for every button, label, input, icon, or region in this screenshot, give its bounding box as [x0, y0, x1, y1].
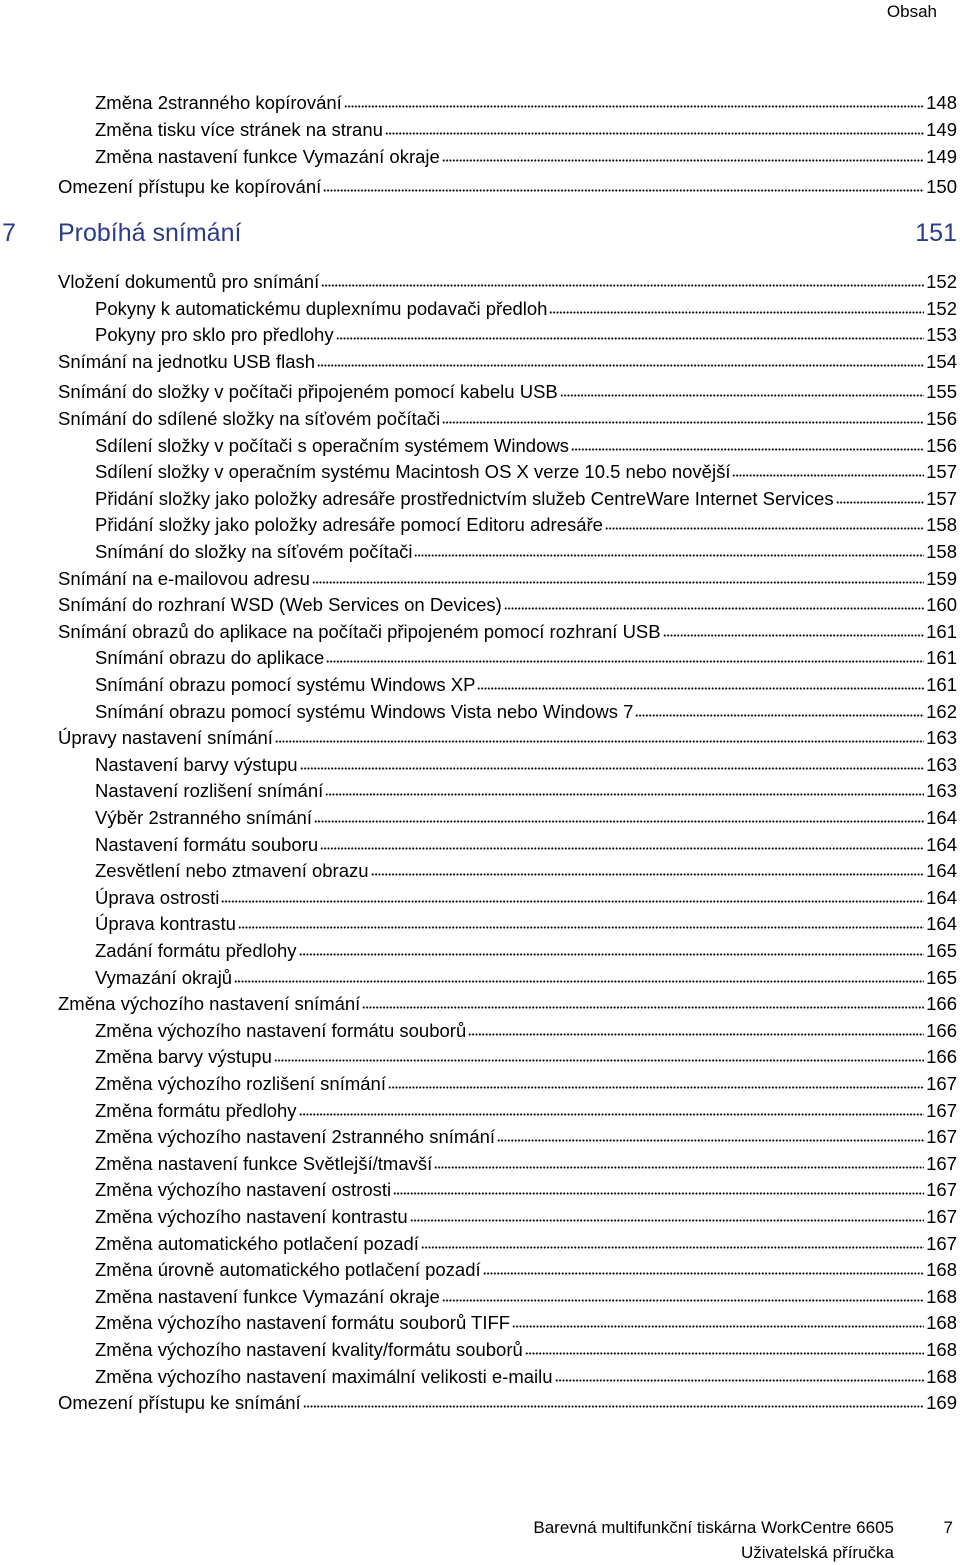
toc-entry-title: Přidání složky jako položky adresáře pomocí Editoru adresáře: [95, 514, 603, 535]
toc-dot-leader: [362, 1005, 924, 1010]
toc-entry-title: Nastavení rozlišení snímání: [95, 780, 324, 801]
toc-entry[interactable]: [95, 1338, 957, 1362]
toc-dot-leader: [234, 979, 924, 984]
toc-dot-leader: [410, 1218, 925, 1223]
toc-entry[interactable]: [95, 91, 957, 115]
toc-entry[interactable]: [95, 1019, 957, 1043]
toc-dot-leader: [836, 500, 925, 505]
toc-entry-page-number: 167: [926, 1126, 957, 1147]
toc-dot-leader: [393, 1191, 924, 1196]
toc-entry-page-number: 168: [926, 1366, 957, 1387]
toc-entry-title: Změna úrovně automatického potlačení pozadí: [95, 1259, 481, 1280]
toc-entry-page-number: 156: [926, 408, 957, 429]
toc-entry-title: Snímání obrazu pomocí systému Windows XP: [95, 674, 476, 695]
toc-entry-page-number: 155: [926, 381, 957, 402]
toc-entry-page-number: 167: [926, 1179, 957, 1200]
toc-dot-leader: [388, 1085, 924, 1090]
toc-entry[interactable]: [95, 779, 957, 803]
toc-entry[interactable]: [95, 118, 957, 142]
toc-entry-title: Přidání složky jako položky adresáře prostřednictvím služeb CentreWare Internet Services: [95, 488, 834, 509]
toc-entry[interactable]: [58, 175, 957, 199]
toc-entry-page-number: 168: [926, 1259, 957, 1280]
toc-dot-leader: [434, 1165, 924, 1170]
toc-dot-leader: [635, 713, 924, 718]
toc-entry-title: Změna výchozího nastavení kvality/formátu souborů: [95, 1339, 523, 1360]
toc-dot-leader: [555, 1378, 925, 1383]
toc-entry[interactable]: [95, 700, 957, 724]
toc-entry-title: Vložení dokumentů pro snímání: [58, 271, 320, 292]
toc-dot-leader: [549, 310, 924, 315]
toc-entry-page-number: 149: [926, 146, 957, 167]
toc-entry[interactable]: [95, 145, 957, 169]
toc-entry-title: Snímání obrazu pomocí systému Windows Vista nebo Windows 7: [95, 701, 634, 722]
toc-entry-page-number: 160: [926, 594, 957, 615]
toc-entry-title: Pokyny k automatickému duplexnímu podavači předloh: [95, 298, 548, 319]
toc-dot-leader: [221, 899, 924, 904]
toc-entry[interactable]: [95, 886, 957, 910]
toc-entry[interactable]: [58, 350, 957, 374]
toc-entry-title: Změna výchozího nastavení maximální velikosti e-mailu: [95, 1366, 553, 1387]
toc-entry-title: Snímání na e-mailovou adresu: [58, 568, 310, 589]
toc-entry[interactable]: [95, 1125, 957, 1149]
toc-entry[interactable]: [95, 912, 957, 936]
toc-entry-page-number: 166: [926, 1046, 957, 1067]
toc-entry-title: Snímání na jednotku USB flash: [58, 351, 316, 372]
toc-entry-page-number: 153: [926, 324, 957, 345]
toc-entry[interactable]: [58, 1391, 957, 1415]
toc-entry-page-number: 164: [926, 887, 957, 908]
toc-entry-title: Změna výchozího nastavení formátu souborů: [95, 1020, 467, 1041]
toc-entry-title: Snímání obrazu do aplikace: [95, 647, 325, 668]
toc-entry-page-number: 161: [926, 621, 957, 642]
toc-dot-leader: [385, 131, 924, 136]
toc-dot-leader: [442, 420, 924, 425]
toc-dot-leader: [326, 659, 924, 664]
toc-entry-page-number: 150: [926, 176, 957, 197]
toc-entry-title: Úprava kontrastu: [95, 913, 236, 934]
toc-entry[interactable]: [95, 1205, 957, 1229]
toc-dot-leader: [317, 363, 924, 368]
toc-dot-leader: [483, 1271, 924, 1276]
chapter-page-number: 151: [915, 219, 957, 247]
toc-entry-page-number: 162: [926, 701, 957, 722]
toc-entry-page-number: 166: [926, 993, 957, 1014]
toc-entry[interactable]: [95, 939, 957, 963]
toc-entry-page-number: 167: [926, 1233, 957, 1254]
toc-dot-leader: [321, 283, 924, 288]
toc-entry-page-number: 164: [926, 913, 957, 934]
toc-entry[interactable]: [58, 726, 957, 750]
footer-guide-name: Uživatelská příručka: [740, 1543, 894, 1562]
toc-entry[interactable]: [95, 1178, 957, 1202]
toc-entry[interactable]: [95, 297, 957, 321]
toc-entry-title: Omezení přístupu ke kopírování: [58, 176, 322, 197]
toc-entry-title: Změna výchozího rozlišení snímání: [95, 1073, 386, 1094]
toc-entry[interactable]: [95, 460, 957, 484]
toc-entry[interactable]: [58, 620, 957, 644]
toc-dot-leader: [525, 1351, 924, 1356]
footer-product-name: Barevná multifunkční tiskárna WorkCentre 6605: [533, 1518, 894, 1537]
toc-entry-page-number: 157: [926, 461, 957, 482]
toc-entry-page-number: 148: [926, 92, 957, 113]
toc-entry-title: Pokyny pro sklo pro předlohy: [95, 324, 334, 345]
toc-dot-leader: [497, 1138, 924, 1143]
toc-entry-title: Zesvětlení nebo ztmavení obrazu: [95, 860, 369, 881]
toc-entry-title: Nastavení barvy výstupu: [95, 754, 298, 775]
toc-entry[interactable]: [95, 833, 957, 857]
toc-entry-title: Změna tisku více stránek na stranu: [95, 119, 383, 140]
toc-entry-page-number: 164: [926, 807, 957, 828]
toc-entry-title: Změna výchozího nastavení snímání: [58, 993, 361, 1014]
toc-entry-page-number: 156: [926, 435, 957, 456]
toc-entry-title: Úpravy nastavení snímání: [58, 727, 273, 748]
toc-dot-leader: [275, 739, 924, 744]
toc-entry-title: Změna formátu předlohy: [95, 1100, 297, 1121]
toc-entry-title: Snímání do sdílené složky na síťovém počítači: [58, 408, 441, 429]
toc-dot-leader: [571, 447, 924, 452]
toc-entry-title: Zadání formátu předlohy: [95, 940, 297, 961]
toc-entry[interactable]: [95, 806, 957, 830]
toc-entry-title: Změna výchozího nastavení ostrosti: [95, 1179, 392, 1200]
toc-dot-leader: [238, 925, 924, 930]
toc-entry-page-number: 163: [926, 754, 957, 775]
toc-entry[interactable]: [95, 646, 957, 670]
chapter-title: Probíhá snímání: [58, 219, 242, 247]
toc-entry[interactable]: [95, 1311, 957, 1335]
toc-entry-title: Změna výchozího nastavení 2stranného snímání: [95, 1126, 496, 1147]
toc-dot-leader: [468, 1032, 924, 1037]
toc-entry-title: Změna automatického potlačení pozadí: [95, 1233, 419, 1254]
toc-entry-title: Úprava ostrosti: [95, 887, 220, 908]
toc-dot-leader: [336, 336, 925, 341]
toc-entry[interactable]: [95, 859, 957, 883]
toc-entry-title: Nastavení formátu souboru: [95, 834, 319, 855]
toc-entry-title: Vymazání okrajů: [95, 967, 233, 988]
toc-entry[interactable]: [95, 1258, 957, 1282]
toc-entry-page-number: 163: [926, 780, 957, 801]
toc-dot-leader: [344, 104, 924, 109]
toc-dot-leader: [325, 792, 924, 797]
toc-entry-title: Změna nastavení funkce Vymazání okraje: [95, 146, 440, 167]
toc-dot-leader: [299, 952, 925, 957]
toc-dot-leader: [414, 553, 924, 558]
toc-entry-title: Snímání obrazů do aplikace na počítači připojeném pomocí rozhraní USB: [58, 621, 661, 642]
toc-entry[interactable]: [58, 407, 957, 431]
toc-entry-page-number: 161: [926, 674, 957, 695]
toc-dot-leader: [421, 1245, 924, 1250]
header-title: Obsah: [886, 2, 937, 21]
toc-entry[interactable]: [58, 593, 957, 617]
toc-entry-page-number: 167: [926, 1100, 957, 1121]
toc-dot-leader: [320, 846, 924, 851]
toc-entry-page-number: 157: [926, 488, 957, 509]
toc-entry-page-number: 168: [926, 1339, 957, 1360]
toc-dot-leader: [299, 1112, 925, 1117]
toc-entry-title: Snímání do složky na síťovém počítači: [95, 541, 413, 562]
toc-entry[interactable]: [95, 1072, 957, 1096]
toc-entry[interactable]: [95, 1045, 957, 1069]
toc-entry-title: Sdílení složky v počítači s operačním systémem Windows: [95, 435, 569, 456]
toc-dot-leader: [477, 686, 924, 691]
toc-entry-page-number: 149: [926, 119, 957, 140]
toc-entry[interactable]: [58, 270, 957, 294]
toc-entry[interactable]: [95, 753, 957, 777]
toc-dot-leader: [371, 872, 925, 877]
toc-entry-title: Změna nastavení funkce Světlejší/tmavší: [95, 1153, 433, 1174]
toc-entry-title: Změna 2stranného kopírování: [95, 92, 342, 113]
toc-entry[interactable]: [95, 1365, 957, 1389]
toc-dot-leader: [605, 526, 924, 531]
toc-entry[interactable]: [95, 1099, 957, 1123]
toc-entry[interactable]: [95, 673, 957, 697]
toc-dot-leader: [300, 766, 925, 771]
toc-entry[interactable]: [58, 567, 957, 591]
toc-entry-title: Výběr 2stranného snímání: [95, 807, 312, 828]
toc-entry[interactable]: [95, 434, 957, 458]
toc-entry-title: Sdílení složky v operačním systému Macintosh OS X verze 10.5 nebo novější: [95, 461, 731, 482]
toc-entry[interactable]: [95, 323, 957, 347]
footer: [533, 1515, 894, 1565]
toc-entry-title: Změna nastavení funkce Vymazání okraje: [95, 1286, 440, 1307]
toc-entry-title: Snímání do rozhraní WSD (Web Services on Devices): [58, 594, 502, 615]
toc-entry[interactable]: [58, 380, 957, 404]
chapter-heading[interactable]: [0, 216, 957, 250]
toc-entry-page-number: 158: [926, 514, 957, 535]
toc-dot-leader: [504, 606, 924, 611]
toc-entry-page-number: 164: [926, 860, 957, 881]
footer-page-number: 7: [943, 1518, 953, 1537]
toc-dot-leader: [442, 1298, 924, 1303]
toc-entry-page-number: 168: [926, 1286, 957, 1307]
toc-entry-page-number: 165: [926, 940, 957, 961]
toc-entry[interactable]: [95, 487, 957, 511]
toc-entry-title: Omezení přístupu ke snímání: [58, 1392, 301, 1413]
toc-entry-page-number: 152: [926, 271, 957, 292]
toc-entry-page-number: 167: [926, 1206, 957, 1227]
toc-dot-leader: [323, 188, 924, 193]
toc-entry-title: Změna barvy výstupu: [95, 1046, 272, 1067]
toc-entry-page-number: 167: [926, 1153, 957, 1174]
toc-entry-page-number: 152: [926, 298, 957, 319]
toc-entry[interactable]: [58, 992, 957, 1016]
toc-entry-page-number: 168: [926, 1312, 957, 1333]
toc-entry-title: Změna výchozího nastavení kontrastu: [95, 1206, 408, 1227]
toc-entry-page-number: 159: [926, 568, 957, 589]
toc-dot-leader: [560, 393, 924, 398]
chapter-number: 7: [2, 219, 16, 247]
toc-dot-leader: [663, 633, 925, 638]
toc-entry-page-number: 163: [926, 727, 957, 748]
toc-entry-page-number: 154: [926, 351, 957, 372]
toc-entry-page-number: 167: [926, 1073, 957, 1094]
toc-dot-leader: [314, 819, 924, 824]
toc-entry[interactable]: [95, 1285, 957, 1309]
toc-dot-leader: [312, 580, 924, 585]
toc-entry-title: Snímání do složky v počítači připojeném pomocí kabelu USB: [58, 381, 558, 402]
toc-dot-leader: [732, 473, 924, 478]
toc-entry[interactable]: [95, 1232, 957, 1256]
toc-entry[interactable]: [95, 513, 957, 537]
toc-entry-title: Změna výchozího nastavení formátu souborů TIFF: [95, 1312, 511, 1333]
toc-entry-page-number: 161: [926, 647, 957, 668]
toc-dot-leader: [512, 1324, 924, 1329]
toc-dot-leader: [274, 1058, 924, 1063]
toc-entry-page-number: 164: [926, 834, 957, 855]
toc-entry[interactable]: [95, 966, 957, 990]
toc-dot-leader: [303, 1404, 924, 1409]
toc-dot-leader: [442, 158, 924, 163]
toc-entry[interactable]: [95, 540, 957, 564]
toc-entry-page-number: 158: [926, 541, 957, 562]
toc-entry-page-number: 169: [926, 1392, 957, 1413]
toc-entry-page-number: 165: [926, 967, 957, 988]
toc-entry-page-number: 166: [926, 1020, 957, 1041]
toc-entry[interactable]: [95, 1152, 957, 1176]
